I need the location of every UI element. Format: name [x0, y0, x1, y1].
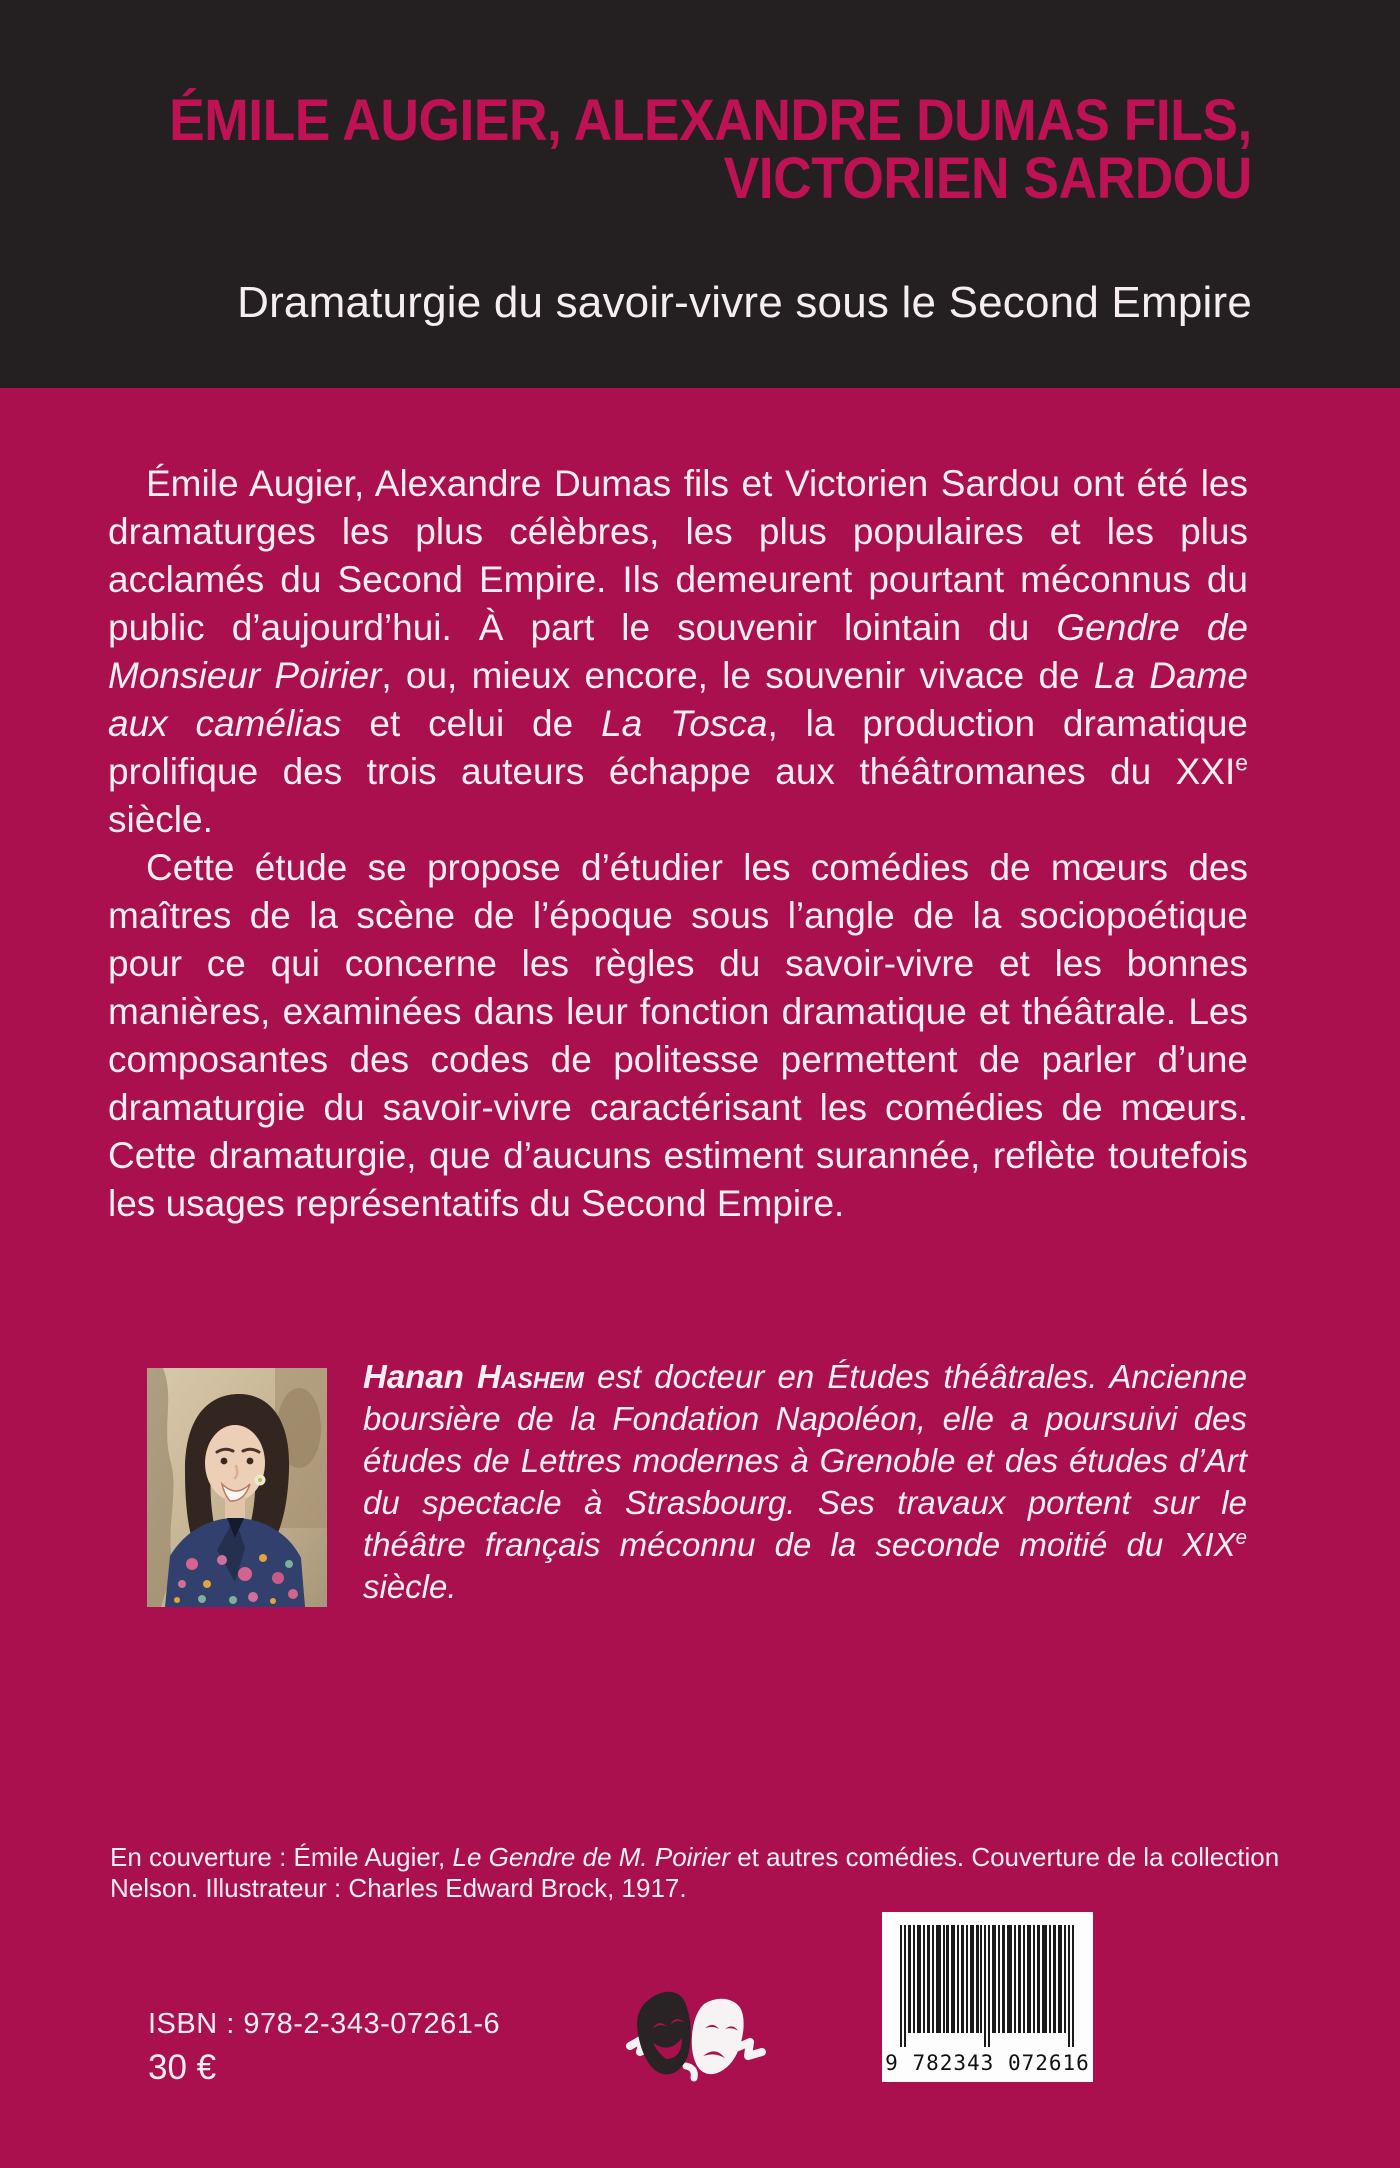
synopsis: [108, 460, 1248, 1228]
synopsis-paragraph-1: Émile Augier, Alexandre Dumas fils et Victorien Sardou ont été les dramaturges les plus célèbres, les plus populaires et les plus acclamés du Second Empire. Ils demeurent pourtant méconnus du public d’aujourd’hui. À part le souvenir lointain du Gendre de Monsieur Poirier, ou, mieux encore, le souvenir vivace de La Dame aux camélias et celui de La Tosca, la production dramatique prolifique des trois auteurs échappe aux théâtromanes du XXIe siècle.: [108, 463, 1249, 840]
author-photo: [147, 1368, 327, 1607]
book-subtitle: Dramaturgie du savoir-vivre sous le Second Empire: [237, 278, 1252, 327]
barcode-bars: [900, 1925, 1076, 2049]
header-band: [0, 0, 1400, 388]
barcode-digits: 9 782343 072616: [885, 2051, 1090, 2075]
theater-masks-icon: [620, 1990, 770, 2085]
book-title-line-2: VICTORIEN SARDOU: [723, 146, 1252, 211]
book-title-line-1: ÉMILE AUGIER, ALEXANDRE DUMAS FILS,: [169, 88, 1252, 153]
synopsis-paragraph-2: Cette étude se propose d’étudier les comédies de mœurs des maîtres de la scène de l’époque sous l’angle de la sociopoétique pour ce qui concerne les règles du savoir-vivre et les bonnes manières, examinées dans leur fonction dramatique et théâtrale. Les composantes des codes de politesse permettent de parler d’une dramaturgie du savoir-vivre caractérisant les comédies de mœurs. Cette dramaturgie, que d’aucuns estiment surannée, reflète toutefois les usages représentatifs du Second Empire.: [108, 847, 1248, 1224]
cover-credit: En couverture : Émile Augier, Le Gendre de M. Poirier et autres comédies. Couverture de la collection Nelson. Illustrateur : Charles Edward Brock, 1917.: [110, 1842, 1280, 1903]
price-text: 30 €: [148, 2048, 217, 2087]
isbn-text: ISBN : 978-2-343-07261-6: [148, 2008, 501, 2040]
book-title: [169, 88, 1252, 211]
barcode: [882, 1912, 1093, 2082]
author-bio: Hanan Hashem est docteur en Études théâtrales. Ancienne boursière de la Fondation Napoléon, elle a poursuivi des études de Lettres modernes à Grenoble et des études d’Art du spectacle à Strasbourg. Ses travaux portent sur le théâtre français méconnu de la seconde moitié du XIXe siècle.: [363, 1358, 1247, 1605]
